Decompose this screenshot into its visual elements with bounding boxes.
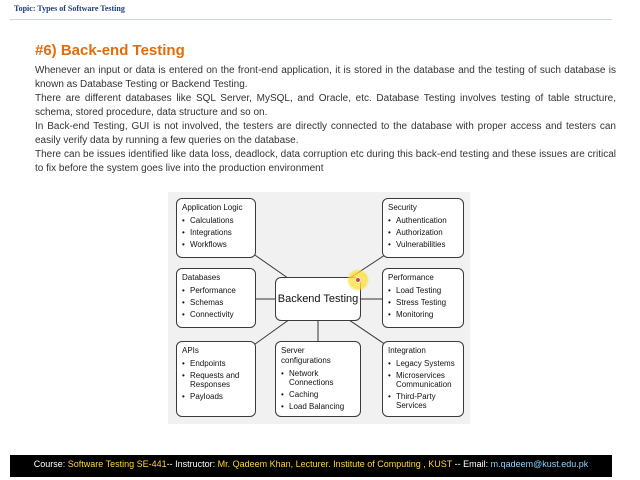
integration-box — [382, 341, 464, 417]
box-item: • Performance — [182, 286, 250, 295]
paragraph-4: There can be issues identified like data loss, deadlock, data corruption etc during this back-end testing and these issues are critical to fix before the system goes live into the production environment — [35, 149, 616, 174]
box-item: • Caching — [281, 390, 355, 399]
box-title: APIs — [182, 346, 199, 355]
box-item: • Calculations — [182, 216, 250, 225]
box-item: • Integrations — [182, 228, 250, 237]
box-item: • Connectivity — [182, 310, 250, 319]
box-item: • Requests and Responses — [182, 371, 250, 389]
box-item: • Network Connections — [281, 369, 355, 387]
footer-instructor-value: Mr. Qadeem Khan, Lecturer. Institute of Computing , KUST — [217, 459, 453, 469]
box-item: • Payloads — [182, 392, 250, 401]
box-title: Server configurations — [281, 346, 331, 365]
box-title: Security — [388, 203, 417, 212]
paragraph-3: In Back-end Testing, GUI is not involved, the testers are directly connected to the database with proper access and testers can easily verify data by running a few queries on the database. — [35, 121, 616, 146]
box-item: • Vulnerabilities — [388, 240, 458, 249]
application-logic-box — [176, 198, 256, 258]
topic-label: Topic: Types of Software Testing — [14, 4, 125, 13]
server-configurations-box — [275, 341, 361, 417]
footer-email-link[interactable]: m.qadeem@kust.edu.pk — [490, 459, 589, 469]
paragraph-1: Whenever an input or data is entered on the front-end application, it is stored in the database and the testing of such database is known as Database Testing or Backend Testing. — [35, 65, 616, 90]
box-item: • Authentication — [388, 216, 458, 225]
box-item: • Load Balancing — [281, 402, 355, 411]
box-title: Performance — [388, 273, 434, 282]
footer-bar — [10, 455, 612, 477]
slide-title: #6) Back-end Testing — [35, 42, 185, 59]
performance-box — [382, 268, 464, 328]
databases-box — [176, 268, 256, 328]
box-item: • Workflows — [182, 240, 250, 249]
box-item: • Stress Testing — [388, 298, 458, 307]
box-item: • Schemas — [182, 298, 250, 307]
body-text — [35, 64, 616, 176]
box-item: • Authorization — [388, 228, 458, 237]
box-title: Databases — [182, 273, 221, 282]
header-divider — [10, 19, 612, 20]
security-box — [382, 198, 464, 258]
footer-course-value: Software Testing SE-441 — [67, 459, 167, 469]
paragraph-2: There are different databases like SQL Server, MySQL, and Oracle, etc. Database Testing involves testing of table structure, schema, stored procedure, data structure and so on. — [35, 93, 616, 118]
box-item: • Load Testing — [388, 286, 458, 295]
box-item: • Third-Party Services — [388, 392, 458, 410]
apis-box — [176, 341, 256, 417]
footer-instructor-label: -- Instructor: — [166, 459, 218, 469]
backend-testing-center-box: Backend Testing — [275, 277, 361, 321]
box-item: • Microservices Communication — [388, 371, 458, 389]
footer-email-label: -- Email: — [452, 459, 491, 469]
box-title: Integration — [388, 346, 426, 355]
backend-testing-diagram — [168, 192, 470, 424]
box-title: Application Logic — [182, 203, 243, 212]
box-item: • Monitoring — [388, 310, 458, 319]
box-item: • Legacy Systems — [388, 359, 458, 368]
footer-course-label: Course: — [33, 459, 68, 469]
mouse-pointer-icon — [355, 277, 361, 283]
box-item: • Endpoints — [182, 359, 250, 368]
